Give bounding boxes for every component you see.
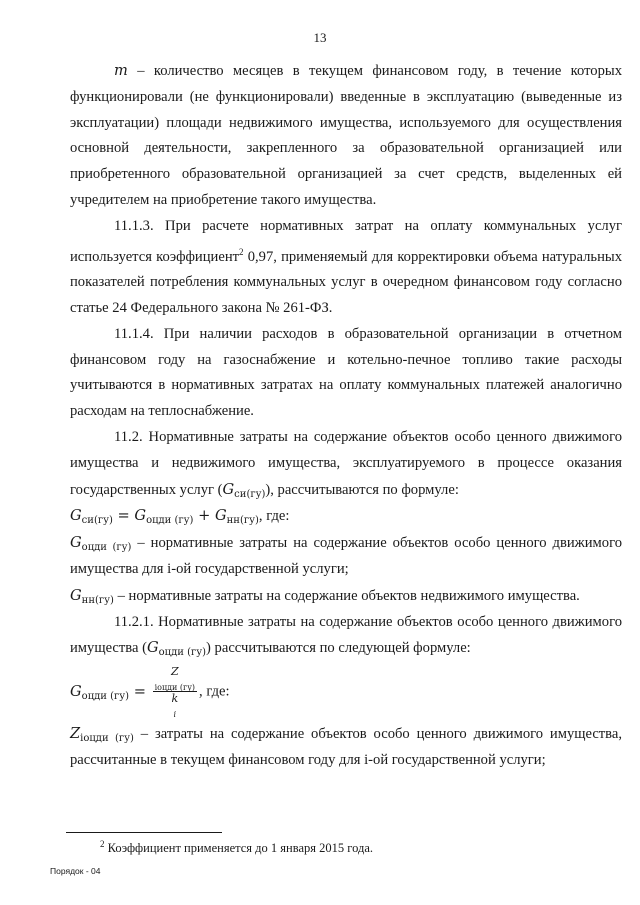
symbol: G xyxy=(222,480,235,498)
fraction-numerator xyxy=(153,665,197,692)
variable-m: m xyxy=(114,62,128,79)
paragraph-text: 11.1.3. При расчете нормативных затрат на оплату коммунальных услуг используется коэффициент xyxy=(70,217,622,265)
numerator-subscript: iоцди (гу) xyxy=(154,683,196,693)
paragraph-text: ), рассчитываются по формуле: xyxy=(265,481,459,498)
denominator-subscript: i xyxy=(173,710,177,720)
formula-lhs-subscript: си(гу) xyxy=(81,515,113,527)
footnote-text: Коэффициент применяется до 1 января 2015 года. xyxy=(104,841,373,855)
footnote-separator xyxy=(66,832,222,833)
symbol-subscript: нн(гу) xyxy=(81,594,114,606)
symbol: Z xyxy=(70,725,81,743)
symbol: G xyxy=(146,639,159,657)
symbol-subscript: iоцди (гу) xyxy=(80,733,134,745)
symbol-g-ocdi xyxy=(146,639,207,659)
symbol-g-si xyxy=(223,481,266,498)
paragraph-text: ) рассчитываются по следующей формуле: xyxy=(206,640,471,657)
formula-term-2-subscript: нн(гу) xyxy=(226,515,259,527)
page-number: 13 xyxy=(313,30,327,45)
formula-tail: , где: xyxy=(199,683,230,700)
definition-text: – нормативные затраты на содержание объектов особо ценного движимого имущества для i-ой государственной услуги; xyxy=(70,535,622,577)
formula-plus: + xyxy=(193,507,215,525)
symbol: G xyxy=(70,586,82,604)
formula-lhs: G xyxy=(70,507,82,525)
paragraph-11-2-1 xyxy=(70,610,622,663)
formula-fraction xyxy=(153,665,197,718)
formula-term-1-subscript: оцди (гу) xyxy=(146,515,194,527)
formula-1 xyxy=(70,503,622,530)
document-footer: Порядок - 04 xyxy=(50,866,101,876)
formula-equals: = xyxy=(129,682,151,700)
paragraph-11-2 xyxy=(70,425,622,503)
paragraph-text: 11.2.1. Нормативные затраты на содержание объектов особо ценного движимого имущества ( xyxy=(70,613,622,657)
symbol-subscript: си(гу) xyxy=(234,488,266,500)
document-body xyxy=(70,58,622,774)
paragraph-text: 11.2. Нормативные затраты на содержание объектов особо ценного движимого имущества и недвижимого имущества, эксплуатируемого в процессе оказания государственных услуг ( xyxy=(70,429,622,498)
formula-equals: = xyxy=(112,507,135,525)
definition-g-ocdi xyxy=(70,530,622,583)
footnote-mark: 2 xyxy=(100,839,105,849)
paragraph-11-1-3 xyxy=(70,214,622,322)
footnote-ref: 2 xyxy=(239,246,244,257)
formula-lhs: G xyxy=(70,682,82,700)
paragraph-text: – количество месяцев в текущем финансовом году, в течение которых функционировали (не функционировали) введенные в эксплуатацию (выведенные из эксплуатации) площади недвижимого имущества, используемого для осуществления основной деятельности, закрепленного за образовательной организацией или приобретенного образовательной организацией за счет средств, выделенных ей учредителем на приобретение такого имущества. xyxy=(70,63,622,208)
formula-term-2: G xyxy=(214,507,227,525)
definition-text: – затраты на содержание объектов особо ценного движимого имущества, рассчитанные в текущем финансовом году для i-ой государственной услуги; xyxy=(70,726,622,768)
footnote xyxy=(100,840,620,856)
definition-g-nn xyxy=(70,583,622,610)
paragraph-m-definition xyxy=(70,58,622,214)
formula-term-1: G xyxy=(134,507,147,525)
paragraph-text: 0,97, применяемый для корректировки объема натуральных показателей потребления коммунальных услуг в очередном финансовом году согласно статье 24 Федерального закона № 261-ФЗ. xyxy=(70,248,622,317)
symbol-subscript: оцди (гу) xyxy=(81,542,132,554)
symbol-subscript: оцди (гу) xyxy=(158,647,207,659)
symbol: G xyxy=(70,534,82,552)
definition-z-iocdi xyxy=(70,721,622,774)
numerator-symbol: Z xyxy=(170,665,179,679)
formula-tail: , где: xyxy=(258,508,290,525)
paragraph-11-1-4: 11.1.4. При наличии расходов в образовательной организации в отчетном финансовом году на газоснабжение и котельно-печное топливо такие расходы учитываются в нормативных затратах на оплату коммунальных платежей аналогично расходам на теплоснабжение. xyxy=(70,325,622,420)
denominator-symbol: k xyxy=(171,692,179,706)
formula-2 xyxy=(70,665,622,718)
fraction-denominator xyxy=(153,692,197,718)
formula-lhs-subscript: оцди (гу) xyxy=(81,690,130,702)
definition-text: – нормативные затраты на содержание объектов недвижимого имущества. xyxy=(113,587,580,604)
